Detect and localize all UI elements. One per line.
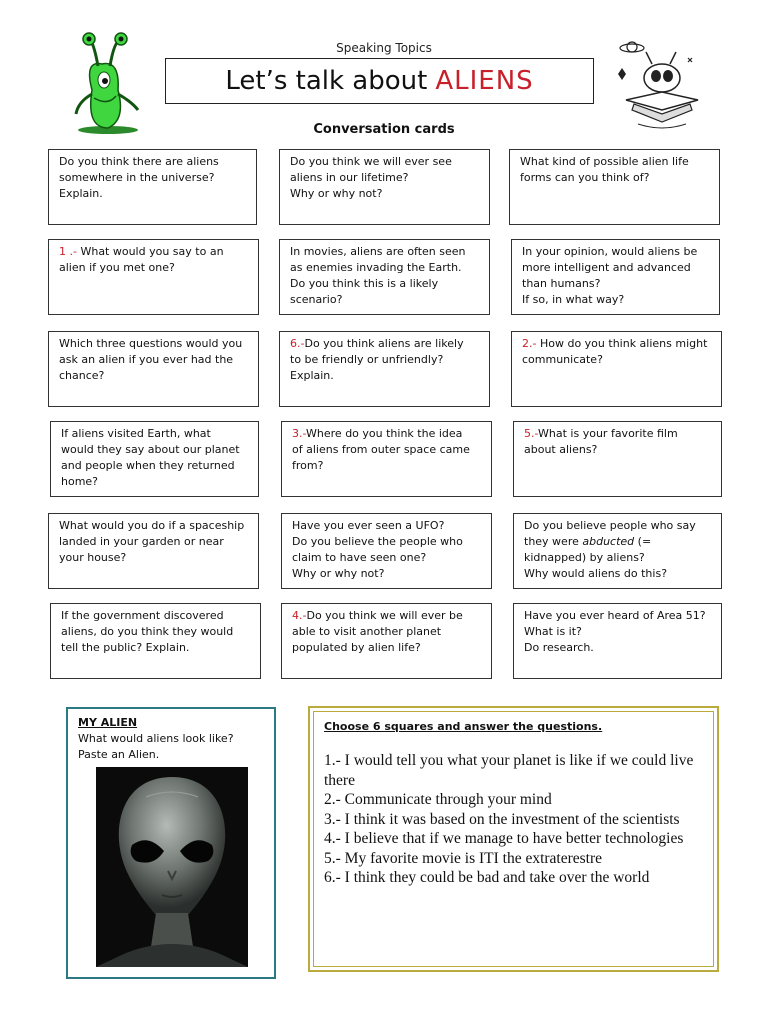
my-alien-title: MY ALIEN — [78, 716, 138, 729]
subtitle: Speaking Topics — [336, 41, 432, 55]
answer-item: 3.- I think it was based on the investment of the scientists — [324, 810, 680, 828]
conversation-card: In your opinion, would aliens be more intelligent and advanced than humans? If so, in what way? — [511, 239, 720, 315]
conversation-card: Do you believe people who say they were abducted (= kidnapped) by aliens? Why would aliens do this? — [513, 513, 722, 589]
answers-inner — [313, 711, 714, 967]
my-alien-prompt: What would aliens look like? — [78, 732, 234, 745]
conversation-card: Which three questions would you ask an alien if you ever had the chance? — [48, 331, 259, 407]
title-accent: ALIENS — [435, 66, 534, 96]
conversation-card: Do you think we will ever see aliens in our lifetime? Why or why not? — [279, 149, 490, 225]
alien-photo — [96, 767, 248, 967]
conversation-card: 2.- How do you think aliens might communicate? — [511, 331, 722, 407]
answer-item: 6.- I think they could be bad and take over the world — [324, 869, 650, 886]
answer-item: 4.- I believe that if we manage to have better technologies — [324, 830, 684, 847]
page-title — [165, 58, 594, 104]
section-heading: Conversation cards — [313, 122, 455, 137]
conversation-card: Have you ever seen a UFO? Do you believe the people who claim to have seen one? Why or why not? — [281, 513, 492, 589]
grey-alien-portrait-icon — [96, 767, 248, 967]
answers-instruction: Choose 6 squares and answer the questions. — [324, 720, 603, 733]
my-alien-instruction: Paste an Alien. — [78, 748, 160, 761]
conversation-card: 3.-Where do you think the idea of aliens from outer space came from? — [281, 421, 492, 497]
conversation-card: If the government discovered aliens, do you think they would tell the public? Explain. — [50, 603, 261, 679]
answer-item: 5.- My favorite movie is ITI the extraterestre — [324, 849, 603, 867]
conversation-card: Do you think there are aliens somewhere in the universe? Explain. — [48, 149, 257, 225]
answer-item: 1.- I would tell you what your planet is like if we could live there — [324, 752, 694, 789]
conversation-card: 4.-Do you think we will ever be able to visit another planet populated by alien life? — [281, 603, 492, 679]
conversation-card: 1 .- What would you say to an alien if you met one? — [48, 239, 259, 315]
answer-item: 2.- Communicate through your mind — [324, 791, 552, 808]
conversation-card: What would you do if a spaceship landed in your garden or near your house? — [48, 513, 259, 589]
conversation-card: 5.-What is your favorite film about aliens? — [513, 421, 722, 497]
conversation-card: What kind of possible alien life forms can you think of? — [509, 149, 720, 225]
title-main: Let’s talk about — [225, 66, 428, 96]
conversation-card: 6.-Do you think aliens are likely to be friendly or unfriendly? Explain. — [279, 331, 490, 407]
conversation-card: Have you ever heard of Area 51? What is it? Do research. — [513, 603, 722, 679]
my-alien-box — [66, 707, 276, 979]
conversation-card: In movies, aliens are often seen as enemies invading the Earth. Do you think this is a likely scenario? — [279, 239, 490, 315]
answers-box — [308, 706, 719, 972]
conversation-card: If aliens visited Earth, what would they say about our planet and people when they returned home? — [50, 421, 259, 497]
